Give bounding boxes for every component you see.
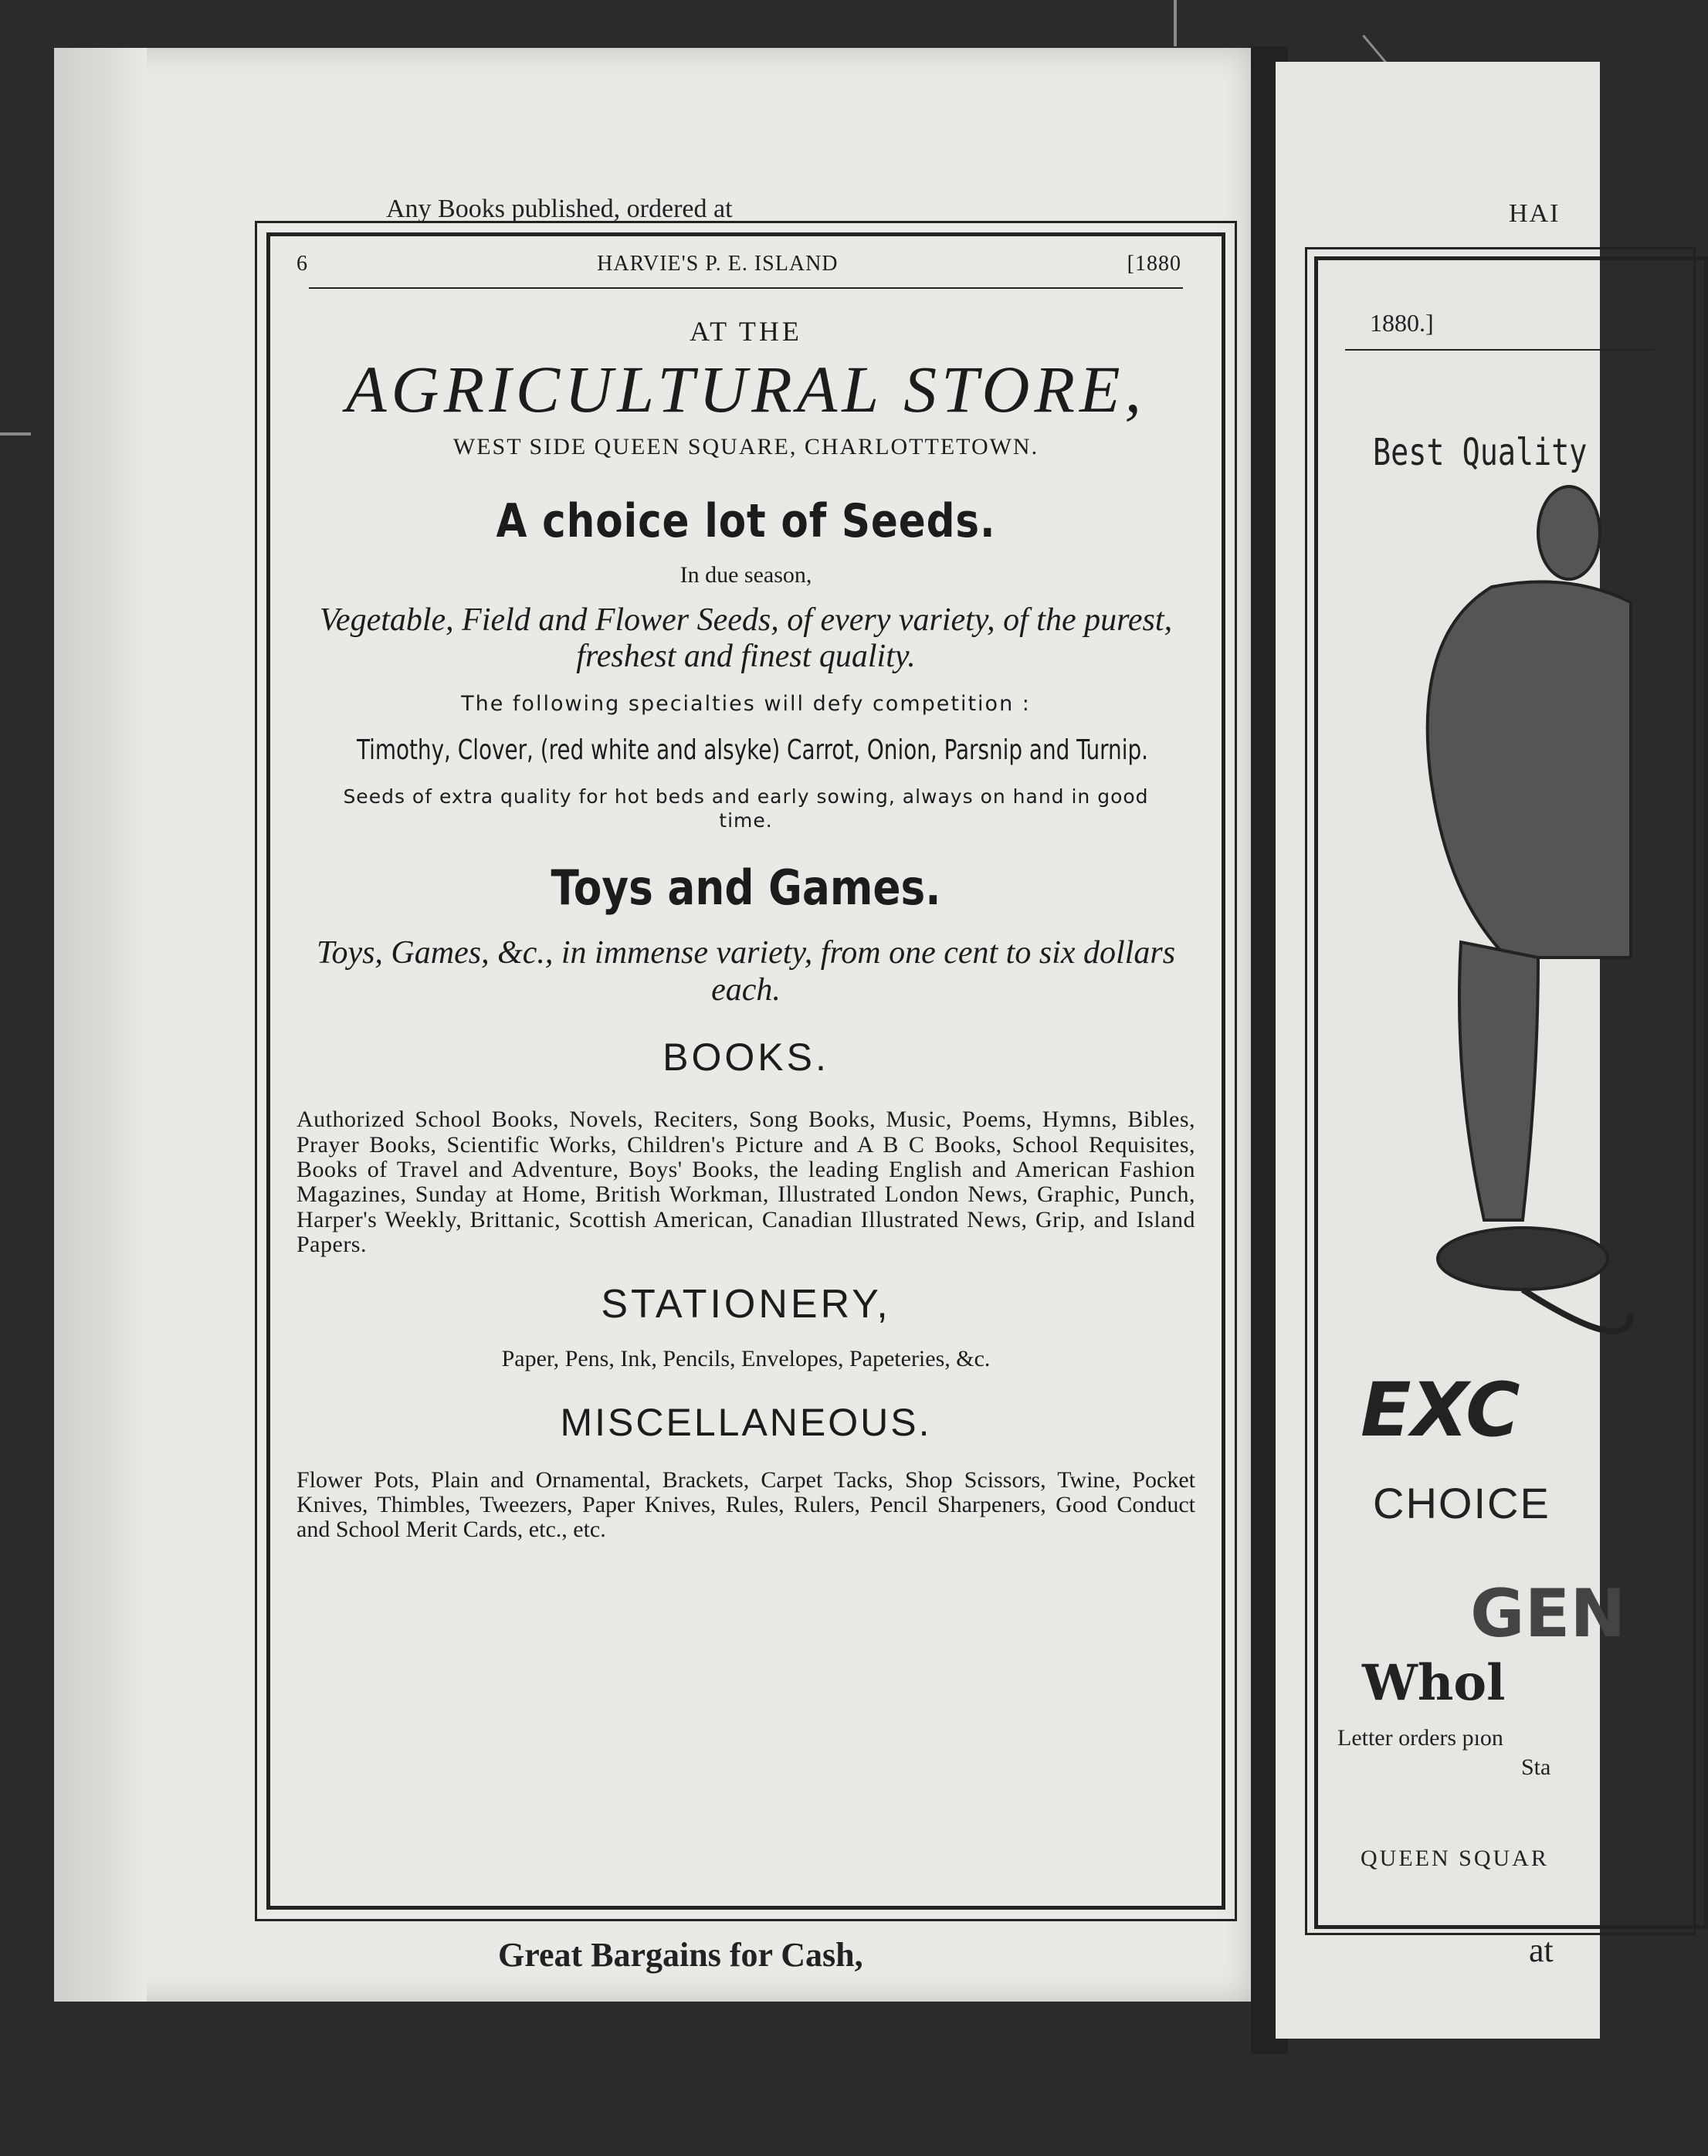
page-header-title: HARVIE'S P. E. ISLAND: [597, 252, 839, 276]
gentleman-illustration: [1368, 463, 1631, 1375]
running-head: Any Books published, ordered at: [386, 195, 733, 223]
seed-list: Timothy, Clover, (red white and alsyke) Carrot, Onion, Parsnip and Turnip.: [357, 734, 1148, 767]
seeds-description: Vegetable, Field and Flower Seeds, of every variety, of the purest, freshest and finest quality.: [319, 602, 1173, 675]
miscellaneous-heading: MISCELLANEOUS.: [560, 1400, 932, 1444]
figure-torso: [1428, 581, 1631, 958]
at-text: at: [1529, 1931, 1554, 1969]
store-name: AGRICULTURAL STORE,: [345, 352, 1147, 426]
right-running-head: HAI: [1509, 199, 1561, 228]
figure-shoe: [1438, 1228, 1608, 1290]
scan-scratch: [1174, 0, 1177, 46]
scan-scratch: [0, 432, 31, 436]
at-the-text: AT THE: [690, 316, 802, 347]
gen-heading: GEN: [1470, 1575, 1626, 1653]
advertisement-content: [293, 252, 1198, 1890]
right-page-year: 1880.]: [1370, 309, 1434, 337]
page-footer: Great Bargains for Cash,: [498, 1936, 863, 1974]
toys-heading: Toys and Games.: [551, 859, 941, 916]
store-address: WEST SIDE QUEEN SQUARE, CHARLOTTETOWN.: [452, 434, 1039, 459]
figure-tail: [1523, 1290, 1631, 1331]
extra-quality-text: Seeds of extra quality for hot beds and early sowing, always on hand in good time.: [343, 785, 1149, 832]
queen-square-text: QUEEN SQUAR: [1361, 1846, 1549, 1871]
choice-text: CHOICE: [1373, 1479, 1550, 1527]
best-quality-text: Best Quality: [1373, 431, 1588, 474]
stationery-text: Paper, Pens, Ink, Pencils, Envelopes, Papeteries, &c.: [501, 1345, 991, 1371]
seeds-heading: A choice lot of Seeds.: [496, 494, 996, 548]
advertisement-frame: [255, 221, 1237, 1921]
page-number: 6: [297, 252, 308, 276]
whol-heading: Whol: [1362, 1654, 1506, 1712]
in-due-season: In due season,: [679, 562, 812, 588]
page-header-year: [1880: [1127, 252, 1181, 276]
stationery-heading: STATIONERY,: [601, 1281, 891, 1327]
letter-orders-text: Letter orders pıon: [1337, 1725, 1503, 1751]
books-heading: BOOKS.: [663, 1036, 829, 1080]
books-text: Authorized School Books, Novels, Reciters, Song Books, Music, Poems, Hymns, Bibles, Prayer Books, Scientific Works, Children's Picture and A B C Books, School Requisites, Books of Travel and Adventure, Boys' Books, the leading English and American Fashion Magazines, Sunday at Home, British Workman, Illustrated London News, Graphic, Punch, Harper's Weekly, Brittanic, Scottish American, Canadian Illustrated News, Grip, and Island Papers.: [297, 1107, 1195, 1258]
sta-text: Sta: [1521, 1754, 1551, 1780]
advertisement-inner-frame: [266, 232, 1225, 1910]
exc-heading: EXC: [1361, 1367, 1520, 1453]
toys-description: Toys, Games, &c., in immense variety, from one cent to six dollars each.: [316, 934, 1176, 1008]
figure-head: [1538, 486, 1600, 579]
header-rule: [309, 287, 1183, 289]
specialties-text: The following specialties will defy competition :: [461, 692, 1031, 717]
miscellaneous-text: Flower Pots, Plain and Ornamental, Brackets, Carpet Tacks, Shop Scissors, Twine, Pocket Knives, Thimbles, Tweezers, Paper Knives, Rules, Rulers, Pencil Sharpeners, Good Conduct and School Merit Cards, etc., etc.: [297, 1466, 1195, 1543]
right-page: [1276, 62, 1626, 2039]
page-edge: [54, 48, 147, 2002]
page-header: [293, 252, 1198, 276]
right-header-rule: [1345, 349, 1654, 351]
figure-leg: [1459, 942, 1538, 1220]
